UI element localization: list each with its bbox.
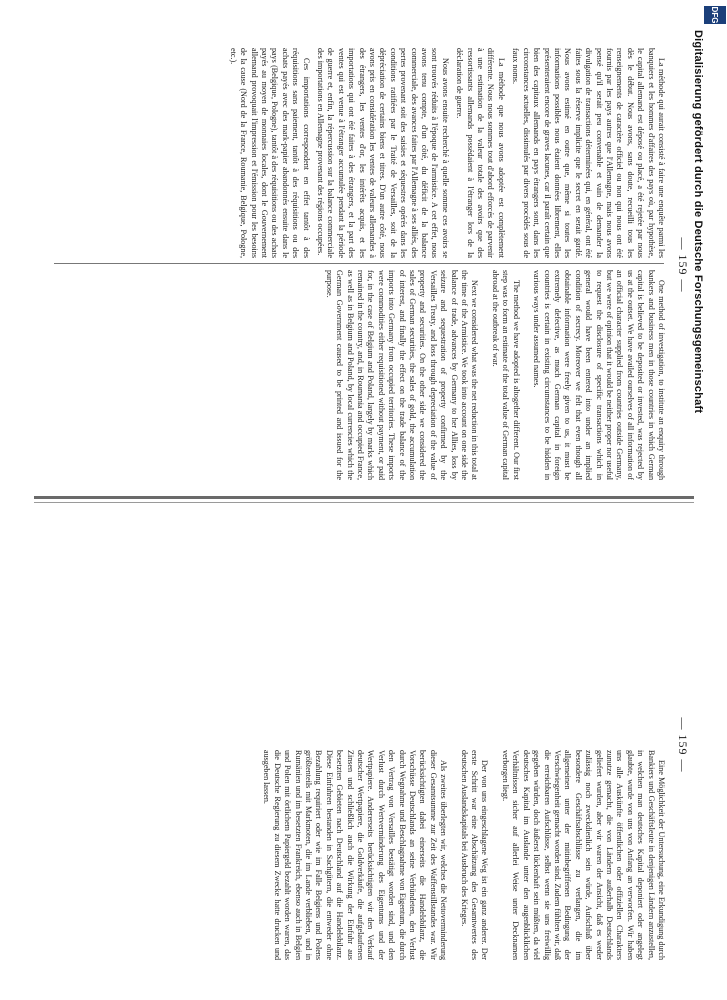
page-number: — 159 —: [676, 717, 690, 773]
french-column: [223, 48, 666, 258]
paragraph: Eine Möglichkeit der Untersuchung, eine Erkundigung durch Bankiers und Geschäftsleute in denjenigen Ländern anzustellen, in welchen man deutsches Kapital deponiert oder angelegt glaubte, wurde von uns von Anfang an verworfen. Wir haben uns alle Auskünfte öffentlichen oder offiziellen Charakters zunutze gemacht, die von Ländern außerhalb Deutschlands geliefert wurden, aber wir waren der Ansicht, daß es weder zulässig noch zweckdienlich sein würde, Aufschluß über besondere Geschäftsabschlüsse zu verlangen, die im allgemeinen unter der mitinbegriffenen Bedingung der Verschwiegenheit gemacht worden sind. Zudem fühlten wir, daß die erreichbaren Aufschlüsse, selbst wenn sie uns freiwillig gegeben würden, doch äußerst lückenhaft sein müßten, da viel deutsches Kapital im Auslande unter den augenblicklichen Verhältnissen sicher auf allerlei Weise unter Decknamen verborgen liegt.: [500, 750, 666, 960]
right-page: [34, 510, 694, 980]
paragraph: Ces importations correspondent en effet tantôt à des réquisitions sans paiement, tantôt à des réquisitions ou des achats payés avec des mark-papier abandonnés ensuite dans le pays (Belgique, Pologne), tantôt à des réquisitions ou des achats payés au moyen de monnaies locales, dont le Gouvernement allemand provoquait l'impression et l'émission pour les besoins de la cause (Nord de la France, Roumanie, Belgique, Pologne, etc.).: [228, 48, 311, 258]
column-divider: [54, 263, 664, 264]
paragraph: La méthode qui aurait consisté à faire une enquête parmi les banquiers et les hommes d'affaires des pays où, par hypothèse, le capital allemand est déposé ou placé, a été rejetée par nous dès le début. Nous avons, sans doute, recueilli tous les renseignements de caractère officiel ou non qui nous ont été fournis par les pays autres que l'Allemagne, mais nous avons pensé qu'il serait peu convenable et vain de demander la divulgation de transactions déterminées qui, en général, ont été faites sous la réserve implicite que le secret en serait gardé. Nous avons estimé en outre que, même si toutes les informations possibles nous étaient données librement, elles présenteraient encore de graves lacunes, car il paraît certain que bien des capitaux allemands en pays étrangers sont, dans les circonstances actuelles, dissimulés par divers procédés sous de faux noms.: [511, 48, 666, 258]
book-gutter: [34, 496, 694, 499]
paragraph: Der von uns eingeschlagene Weg ist ein ganz anderer. Der erste Schritt war eine Abschätzung des Gesamtwertes des deutschen Auslandskapitals bei Ausbruch des Krieges.: [459, 750, 490, 960]
dfg-logo: DFG: [704, 6, 726, 24]
english-column: [319, 270, 666, 480]
german-column: [257, 750, 666, 960]
left-page: [34, 30, 694, 500]
paragraph: Als zweites überlegten wir, welches die Nettoverminderung dieser Gesamtsumme zur Zeit des Waffenstillstandes war. Wir berücksichtigten dabei einerseits die Handelsbilanz, die Vorschüsse Deutschlands an seine Verbündeten, den Verlust durch Wegnahme und Beschlagnahme von Eigentum, die durch den Vertrag von Versailles bestätigt worden sind, und den Verlust durch Wertverminderung des Eigentums und der Wertpapiere. Andererseits berücksichtigten wir den Verkauf deutscher Wertpapiere, die Goldverkäufe, die aufgelaufenen Zinsen und schließlich auch die Wirkung der Einfuhr aus besetzten Gebieten nach Deutschland auf die Handelsbilanz. Diese Einfuhren bestanden in Sachgütern, die entweder ohne Bezahlung requiriert oder wie im Falle Belgiens und Polens größtenteils mit Markmoten, die im Lande verblieben, und in Rumänien und im besetzten Frankreich, ebenso auch in Belgien und Polen mit örtlichem Papiergeld bezahlt worden waren, das die Deutsche Regierung zu diesem Zwecke hatte drucken und ausgeben lassen.: [262, 750, 449, 960]
paragraph: La méthode que nous avons adoptée est complètement différente. Nous nous sommes tout d'abord efforcés de parvenir à une estimation de la valeur totale des avoirs que des ressortissants allemands possédaient à l'étranger lors de la déclaration de guerre.: [455, 48, 506, 258]
paragraph: Nous avons ensuite recherché à quelle somme ces avoirs se sont trouvés réduits à l'époque de l'armistice. A cet effet, nous avons tenu compte, d'un côté, du déficit de la balance commerciale, des avances faites par l'Allemagne à ses alliés, des pertes provenant soit des saisies et séquestres opérés dans les conditions ratifiées par le Traité de Versailles, soit de la dépréciation de certains biens et titres. D'un autre côté, nous avons pris en considération les ventes de valeurs allemandes à des étrangers, les ventes d'or, les intérêts acquis, et les importations qui ont été faites à des étrangers, et la part des ventes qui est venue à l'étranger accumulée pendant la période de guerre et, enfin, la répercussion sur la balance commerciale des importations en Allemagne provenant des régions occupées.: [316, 48, 450, 258]
paragraph: Next we considered what was the net reduction in this total at the time of the Armistice. We took into account on one side the balance of trade, advances by Germany to her Allies, loss by seizure and sequestration of property confirmed by the Versailles Treaty, and loss through depreciation of the value of property and securities. On the other side we considered the sales of German securities, the sales of gold, the accumulation of interest, and finally the effect on the trade balance of the imports into Germany from occupied territories. These imports were commodities either requisitioned without payment, or paid for, in the case of Belgium and Poland, largely by marks which remained in the country, and, in Roumania and occupied France, as well as in Belgium and Poland, by local currencies which the German Government caused to be printed and issued for the purpose.: [324, 270, 480, 480]
page-number: — 159 —: [676, 237, 690, 293]
digitization-credit: Digitalisierung gefördert durch die Deutsche Forschungsgemeinschaft: [692, 30, 704, 414]
book-spread: [34, 30, 694, 980]
book-gutter-edge: [34, 502, 694, 503]
paragraph: One method of investigation, to institute an enquiry through bankers and business men in those countries in which German capital is believed to be deposited or invested, was rejected by us at the outset. We have availed ourselves of all information of an official character supplied from countries outside Germany, but we were of opinion that it would be neither proper nor useful to request the disclosure of specific transactions which in general would have been entered into under an implied condition of secrecy. Moreover we felt that even though all obtainable information were freely given to us, it must be extremely defective, as much German capital in foreign countries is certain in existing circumstances to be hidden in various ways under assumed names.: [532, 270, 666, 480]
paragraph: The method we have adopted is altogether different. Our first step was to form an estimate of the total value of German capital abroad at the outbreak of war.: [490, 270, 521, 480]
